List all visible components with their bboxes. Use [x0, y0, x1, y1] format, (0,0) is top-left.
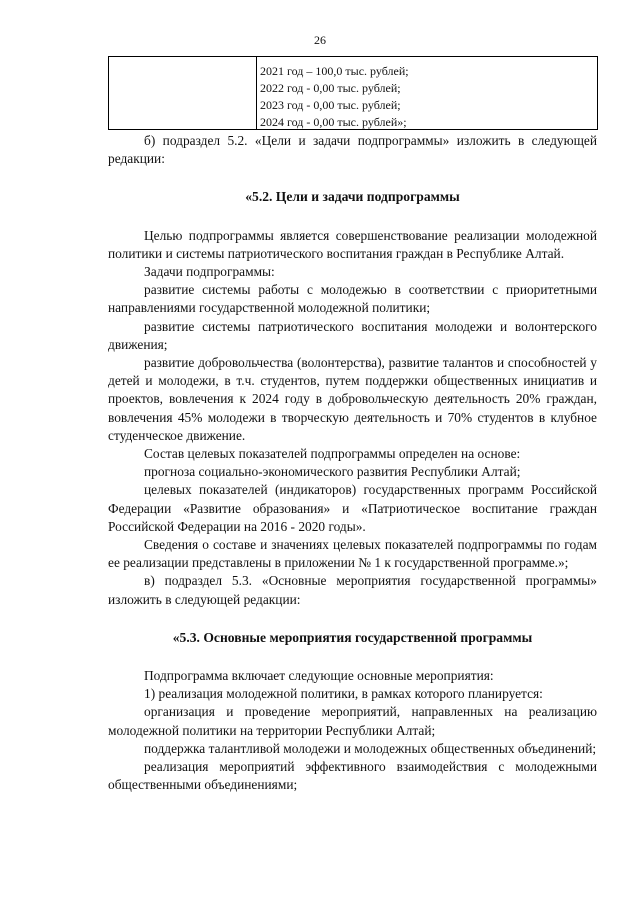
paragraph-subsection-v: в) подраздел 5.3. «Основные мероприятия государственной программы» изложить в следующей редакции: [108, 573, 597, 607]
paragraph-tasks-label: Задачи подпрограммы: [144, 264, 275, 280]
funding-line-2024: 2024 год - 0,00 тыс. рублей»; [260, 115, 407, 129]
funding-line-2022: 2022 год - 0,00 тыс. рублей; [260, 81, 401, 95]
paragraph-goal: Целью подпрограммы является совершенствование реализации молодежной политики и системы патриотического воспитания граждан в Республике Алтай. [108, 227, 597, 261]
funding-table-right-cell [260, 63, 593, 131]
paragraph-organization: организация и проведение мероприятий, направленных на реализацию молодежной политики на территории Республики Алтай; [108, 704, 597, 738]
paragraph-includes: Подпрограмма включает следующие основные мероприятия: [144, 668, 494, 684]
paragraph-composition: Состав целевых показателей подпрограммы определен на основе: [144, 446, 521, 462]
paragraph-task-2: развитие системы патриотического воспитания молодежи и волонтерского движения; [108, 318, 597, 352]
funding-table-left-cell [109, 57, 257, 129]
paragraph-subsection-b: б) подраздел 5.2. «Цели и задачи подпрограммы» изложить в следующей редакции: [108, 133, 597, 167]
paragraph-effective: реализация мероприятий эффективного взаимодействия с молодежными общественными объединениями; [108, 759, 597, 793]
page-number: 26 [314, 33, 326, 47]
paragraph-support: поддержка талантливой молодежи и молодежных общественных объединений; [144, 740, 597, 756]
funding-line-2021: 2021 год – 100,0 тыс. рублей; [260, 64, 409, 78]
paragraph-task-1: развитие системы работы с молодежью в соответствии с приоритетными направлениями государственной молодежной политики; [108, 282, 597, 316]
heading-5-3: «5.3. Основные мероприятия государственной программы [172, 629, 533, 645]
funding-line-2023: 2023 год - 0,00 тыс. рублей; [260, 98, 401, 112]
funding-table [108, 56, 598, 130]
paragraph-task-3: развитие добровольчества (волонтерства), развитие талантов и способностей у детей и молодежи, в т.ч. студентов, путем поддержки общественных инициатив и проектов, вовлечения к 2024 году в добровольческую деятельность 20% граждан, вовлечения 45% молодежи в творческую деятельность и 70% студентов в клубное студенческое движение. [108, 355, 597, 443]
paragraph-indicators: целевых показателей (индикаторов) государственных программ Российской Федерации «Развитие образования» и «Патриотическое воспитание граждан Российской Федерации на 2016 - 2020 годы». [108, 482, 597, 534]
paragraph-item-1: 1) реализация молодежной политики, в рамках которого планируется: [144, 686, 543, 702]
paragraph-forecast: прогноза социально-экономического развития Республики Алтай; [144, 464, 521, 480]
paragraph-info: Сведения о составе и значениях целевых показателей подпрограммы по годам ее реализации представлены в приложении № 1 к государственной программе.»; [108, 537, 597, 571]
heading-5-2: «5.2. Цели и задачи подпрограммы [245, 189, 460, 205]
document-body [108, 132, 597, 795]
